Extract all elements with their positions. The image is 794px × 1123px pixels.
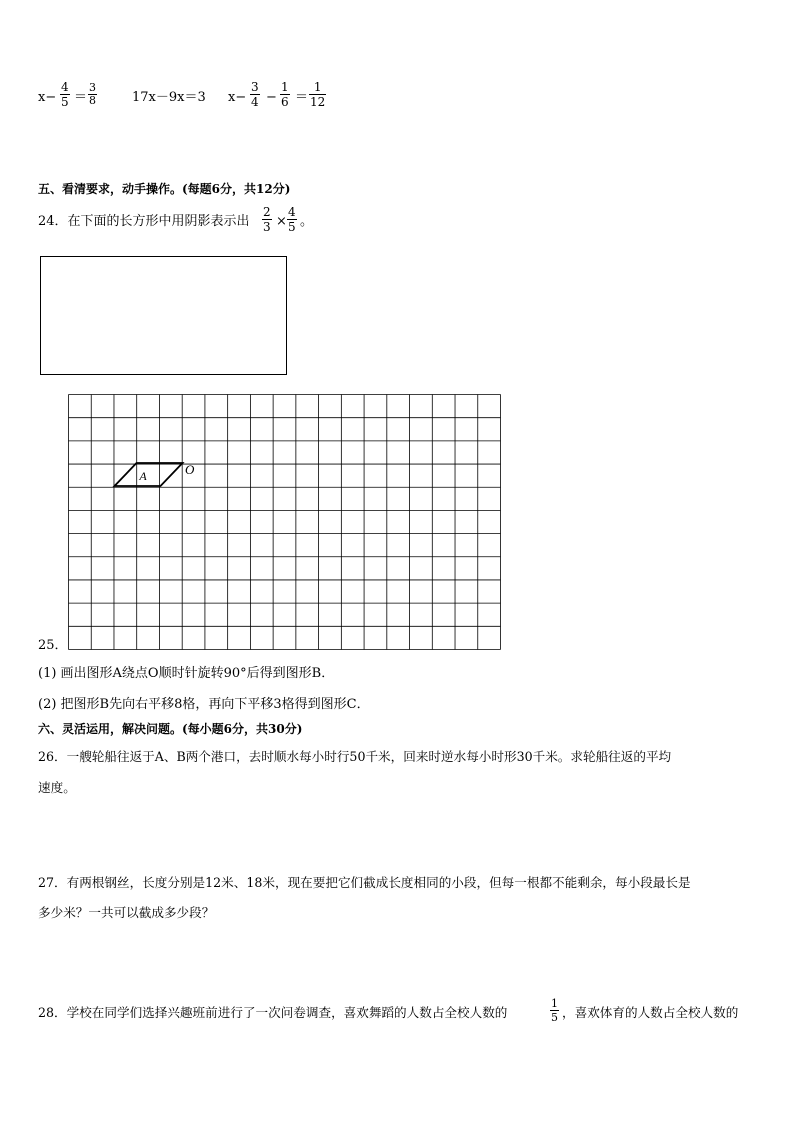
q28-fraction — [550, 997, 559, 1024]
q25-part-2: (2) 把图形B先向右平移8格，再向下平移3格得到图形C． — [38, 697, 370, 712]
eq3-equals: ＝ — [295, 90, 309, 105]
eq3-f1-num: 3 — [251, 80, 259, 94]
eq3-fraction-1 — [250, 80, 260, 109]
section-5-heading: 五、看清要求，动手操作。(每题6分，共12分) — [38, 182, 291, 196]
eq3-rhs-num: 1 — [309, 80, 326, 95]
q24-f1-num: 2 — [263, 205, 271, 219]
q27-line-2: 多少米？一共可以截成多少段？ — [38, 905, 215, 920]
eq1-var: x− — [38, 90, 57, 105]
eq3-rhs-den: 12 — [310, 95, 326, 109]
eq1-rhs-fraction — [88, 82, 97, 107]
eq1-num: 4 — [61, 80, 69, 94]
q26-line-2: 速度。 — [38, 780, 76, 795]
q24-f2-num: 4 — [288, 205, 296, 219]
eq1-rhs-num: 3 — [89, 81, 96, 94]
q24-rectangle[interactable] — [40, 256, 287, 375]
eq1-equals: ＝ — [74, 90, 88, 105]
eq1-rhs-den: 8 — [89, 94, 96, 107]
point-o-label: O — [185, 462, 195, 477]
shape-a-label: A — [139, 469, 147, 483]
eq1-den: 5 — [61, 95, 69, 109]
eq3-fraction-2 — [280, 80, 290, 109]
q24-fraction-1 — [262, 205, 272, 234]
q24-fraction-2 — [287, 205, 297, 234]
q24-f2-den: 5 — [288, 220, 296, 234]
eq3-minus: − — [266, 90, 277, 105]
eq3-f1-den: 4 — [251, 95, 259, 109]
q28-text-after: ，喜欢体育的人数占全校人数的 — [562, 1005, 739, 1020]
shape-a-parallelogram — [115, 463, 183, 486]
q28-frac-den: 5 — [551, 1011, 558, 1024]
q25-part-1: (1) 画出图形A绕点O顺时针旋转90°后得到图形B． — [38, 666, 335, 681]
section-6-heading: 六、灵活运用，解决问题。(每小题6分，共30分) — [38, 722, 303, 736]
eq3-f2-den: 6 — [281, 95, 289, 109]
q27-line-1: 27．有两根钢丝，长度分别是12米、18米，现在要把它们截成长度相同的小段，但每一根都不能剩余，每小段最长是 — [38, 875, 691, 890]
eq3-rhs-fraction — [309, 80, 326, 109]
q24-period: 。 — [300, 214, 314, 229]
q24-text: 24．在下面的长方形中用阴影表示出 — [38, 214, 250, 229]
eq1-fraction — [60, 80, 70, 109]
q24-times: × — [276, 214, 287, 229]
eq3-var: x− — [228, 90, 247, 105]
equation-2: 17x－9x＝3 — [132, 90, 206, 105]
eq3-f2-num: 1 — [281, 80, 289, 94]
q25-grid[interactable] — [66, 393, 502, 651]
q28-text-before: 28．学校在同学们选择兴趣班前进行了一次问卷调查，喜欢舞蹈的人数占全校人数的 — [38, 1005, 508, 1020]
q26-line-1: 26．一艘轮船往返于A、B两个港口，去时顺水每小时行50千米，回来时逆水每小时形30千米。求轮船往返的平均 — [38, 749, 672, 764]
q25-number: 25． — [38, 638, 68, 653]
q28-frac-num: 1 — [551, 997, 558, 1010]
q24-f1-den: 3 — [263, 220, 271, 234]
